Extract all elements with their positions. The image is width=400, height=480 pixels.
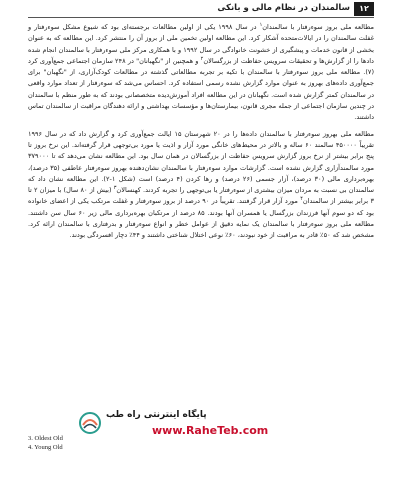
paragraph-1-text-c: و همچنین از "نگهبانان" در ۲۴۸ سازمان اجتماعی جمع‌آوری کرد (۷). مطالعه ملی بروز سوءرفتار با سالمندان با تکیه بر تجربه مطالعاتی گذشته در مطالعات کودک‌آزاری، از "نگهبان" برای جمع‌آوری داده‌های بهروز به عنوان موارد گزارش نشده رسمی استفاده کرد. احساس می‌شد که سوءرفتار از تعداد موارد واقعی در سالمندان کمتر گزارش شده است. نگهبانان در این مطالعه افراد آموزش‌دیده متخصصانی بودند که به طور منظم با سالمندان در چندین سازمان اجتماعی از جمله مجری قانون، بیمارستان‌ها و مؤسسات بهداشتی و ارائه دهندگان مراقبت از سالمندان تماس داشتند. xyxy=(28,56,374,122)
watermark xyxy=(78,409,324,437)
footnote-3: 3. Oldest Old xyxy=(28,435,63,442)
paragraph-1-text-a: مطالعه ملی بروز سوءرفتار با سالمندان xyxy=(262,23,374,31)
footnotes xyxy=(28,434,63,452)
header-rule xyxy=(28,17,374,18)
paragraph-2 xyxy=(28,129,374,242)
footnote-ref-4: ۴ xyxy=(300,196,303,203)
paragraph-2-text-a: مطالعه ملی بهروز سوءرفتار با سالمندان داده‌ها را در ۲۰ شهرستان ۱۵ ایالت جمع‌آوری کرد و گزارش داد که در سال ۱۹۹۶ تقریباً ۴۵۰۰۰۰ سالمند ۶۰ ساله و بالاتر در محیط‌های خانگی مورد آزار و اذیت یا مورد بی‌توجهی قرار گرفته‌اند. این نرخ بروز تا پنج برابر بیشتر از نرخ بروز گزارش سرویس حفاظت از بزرگسالان در همان سال بود. این مطالعه نشان می‌دهد که تا ۳۷۹۰۰۰ مورد سالمندآزاری گزارش نشده است. گزارشات موارد سوءرفتار با سالمندان نشان‌دهنده بهروز سوءرفتار عاطفی (۳۵ درصد)، بهره‌برداری مالی (۳۰ درصد)، آزار جسمی (۲۶ درصد) و رها کردن (۴ درصد) است (شکل ۱-۲). این مطالعه نشان داد که سالمندان بی نسبت به مردان میزان بیشتری از سوءرفتار یا بی‌توجهی را تجربه کردند. کهنسالان xyxy=(28,129,375,195)
running-title: سالمندان در نظام مالی و بانکی xyxy=(217,3,350,13)
footnote-ref-3: ۳ xyxy=(113,184,117,191)
watermark-logo-icon xyxy=(78,411,102,435)
page-header xyxy=(28,2,374,18)
paragraph-2-text-b: (بیش از ۸۰ سال) با میزان ۲ تا ۳ برابر بیشتر از سالمندان xyxy=(28,186,374,206)
footnote-ref-2: ۲ xyxy=(200,55,204,62)
paragraph-1 xyxy=(28,22,374,124)
paragraph-1-text-b: در سال ۱۹۹۸ یکی از اولین مطالعات برجسته‌ای بود که شیوع مشکل سوءرفتار و غفلت سالمندان را در ایالات‌متحده آشکار کرد. این مطالعه اولین تخمین ملی از بروز آن را منتشر کرد. این مطالعه که به عنوان بخشی از قانون خدمات و پیشگیری از خشونت خانوادگی در سال ۱۹۹۲ و با همکاری مرکز ملی سوءرفتار با سالمندان انجام شده دادها را از گزارش‌ها و تحقیقات سرویس حفاظت از بزرگسالان xyxy=(28,23,375,65)
watermark-url: www.RaheTeb.com xyxy=(152,424,269,437)
watermark-site-name: پایگاه اینترنتی راه طب xyxy=(106,410,207,420)
paragraph-2-text-c: مورد آزار قرار گرفتند. تقریباً در ۹۰ درصد از بروز سوءرفتار و غفلت مرتکب یکی از اعضای خانواده بود که دو سوم آنها فرزندان بزرگسال یا همسران آنها بودند. ۸۵ درصد از مرتکبان بهره‌برداری مالی زیر ۶۰ سال سن داشتند. مطالعه ملی بروز سوءرفتار با سالمندان یک نمایه دقیق از عوامل خطر و انواع سوءرفتار و بدرفتاری با سالمندان ارائه کرد. مشخص شد که ۵۰٪ قادر به مراقبت از خود نبودند، ۶۰٪ نوعی اختلال شناختی داشتند و ۴۴٪ دچار افسردگی بودند. xyxy=(28,197,374,240)
page-number: ۱۲ xyxy=(354,2,374,16)
body-text xyxy=(28,22,374,247)
footnote-4: 4. Young Old xyxy=(28,444,63,451)
footnote-ref-1: ۱ xyxy=(259,21,263,28)
